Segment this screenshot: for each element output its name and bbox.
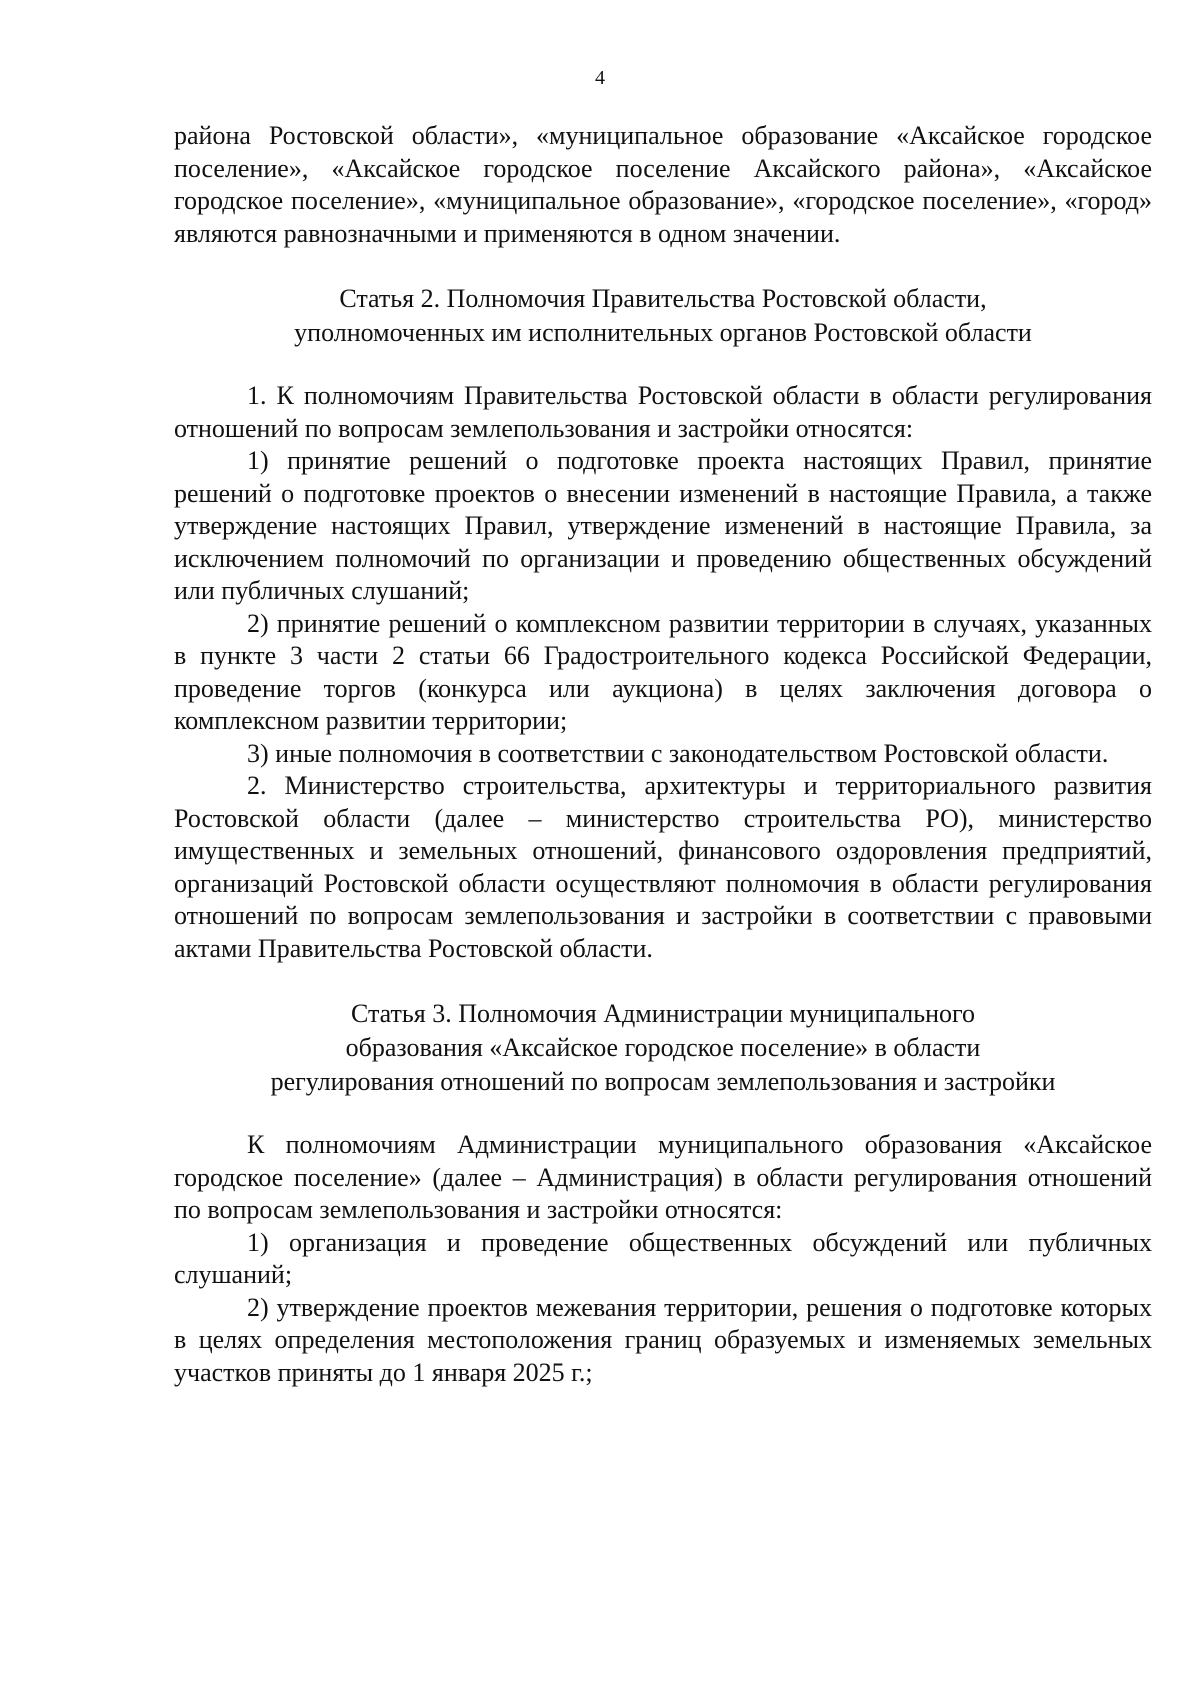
page-number: 4 [595,67,605,89]
article-2-paragraph: 1) принятие решений о подготовке проекта настоящих Правил, принятие решений о подготовке проектов о внесении изменений в настоящие Правила, а также утверждение настоящих Правил, утверждение изменений в настоящие Правила, за исключением полномочий по организации и проведению общественных обсуждений или публичных слушаний; [174,446,1152,605]
article-2-paragraph: 2. Министерство строительства, архитектуры и территориального развития Ростовской области (далее – министерство строительства РО), министерство имущественных и земельных отношений, финансового оздоровления предприятий, организаций Ростовской области осуществляют полномочия в области регулирования отношений по вопросам землепользования и застройки в соответствии с правовыми актами Правительства Ростовской области. [174,771,1152,963]
article-2-paragraph: 3) иные полномочия в соответствии с законодательством Ростовской области. [247,738,1109,768]
article-2-title-line: Статья 2. Полномочия Правительства Ростовской области, [339,284,987,313]
article-3-title-line: регулирования отношений по вопросам землепользования и застройки [270,1067,1056,1096]
document-body [174,120,1152,1389]
article-3-paragraph: 2) утверждение проектов межевания территории, решения о подготовке которых в целях определения местоположения границ образуемых и изменяемых земельных участков приняты до 1 января 2025 г.; [174,1292,1152,1387]
article-3-title-line: образования «Аксайское городское поселение» в области [345,1033,981,1062]
article-2-title-line: уполномоченных им исполнительных органов Ростовской области [294,318,1032,347]
article-2-heading [174,282,1152,350]
intro-paragraph: района Ростовской области», «муниципальное образование «Аксайское городское поселение», «Аксайское городское поселение Аксайского района», «Аксайское городское поселение», «муниципальное образование», «городское поселение», «город» являются равнозначными и применяются в одном значении. [174,121,1152,248]
article-2-paragraph: 1. К полномочиям Правительства Ростовской области в области регулирования отношений по вопросам землепользования и застройки относятся: [174,381,1152,443]
article-3-paragraph: К полномочиям Администрации муниципального образования «Аксайское городское поселение» (далее – Администрация) в области регулирования отношений по вопросам землепользования и застройки относятся: [174,1130,1152,1224]
article-3-paragraph: 1) организация и проведение общественных обсуждений или публичных слушаний; [174,1227,1152,1289]
article-2-paragraph: 2) принятие решений о комплексном развитии территории в случаях, указанных в пункте 3 части 2 статьи 66 Градостроительного кодекса Российской Федерации, проведение торгов (конкурса или аукциона) в целях заключения договора о комплексном развитии территории; [174,608,1152,735]
article-3-heading [174,997,1152,1099]
article-3-title-line: Статья 3. Полномочия Администрации муниципального [350,999,976,1028]
